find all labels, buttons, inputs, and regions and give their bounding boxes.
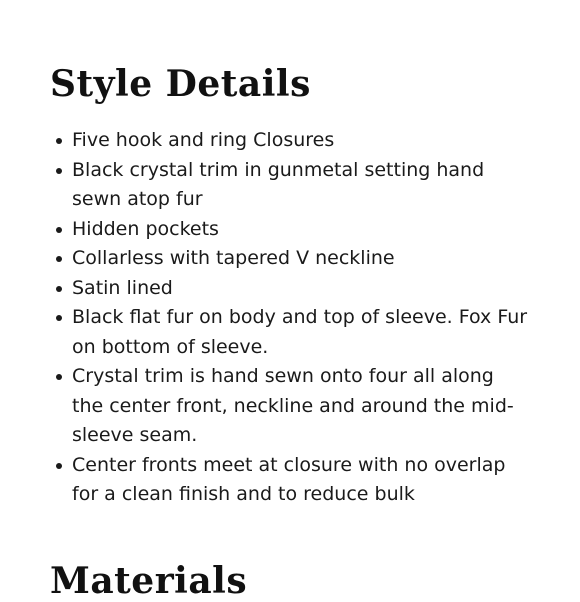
list-item: Black crystal trim in gunmetal setting hand sewn atop fur	[50, 156, 530, 215]
list-item: Satin lined	[50, 274, 530, 304]
list-item: Center fronts meet at closure with no overlap for a clean finish and to reduce bulk	[50, 451, 530, 510]
list-item: Collarless with tapered V neckline	[50, 244, 530, 274]
list-item: Black flat fur on body and top of sleeve. Fox Fur on bottom of sleeve.	[50, 303, 530, 362]
list-item: Five hook and ring Closures	[50, 126, 530, 156]
list-item: Hidden pockets	[50, 215, 530, 245]
style-details-heading: Style Details	[50, 63, 311, 105]
materials-heading: Materials	[50, 560, 248, 602]
list-item: Crystal trim is hand sewn onto four all along the center front, neckline and around the mid-sleeve seam.	[50, 362, 530, 451]
style-details-list	[50, 126, 530, 510]
